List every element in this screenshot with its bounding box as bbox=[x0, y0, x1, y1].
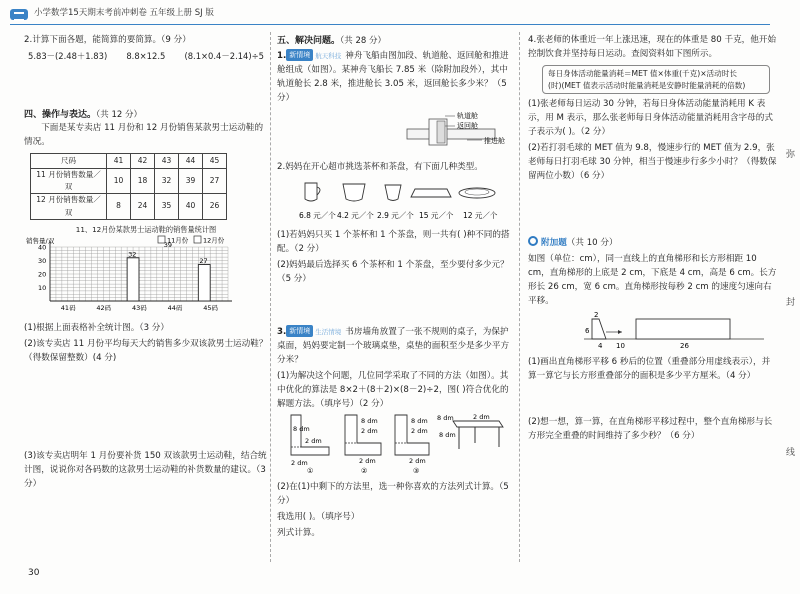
trapezoid-rectangle-figure bbox=[528, 310, 778, 350]
binding-mark: 封 bbox=[785, 298, 795, 308]
table-row: 11 月份销售数量／双 10 18 32 39 27 bbox=[31, 169, 227, 194]
svg-text:②: ② bbox=[361, 467, 368, 476]
svg-text:2 dm: 2 dm bbox=[411, 427, 428, 436]
data-label: 39 bbox=[163, 241, 173, 250]
page-header bbox=[10, 6, 790, 26]
data-label: 27 bbox=[199, 257, 208, 266]
method-figure-1 bbox=[291, 415, 329, 475]
column-right bbox=[528, 34, 778, 446]
x-tick-label: 44码 bbox=[167, 304, 183, 313]
question-2-title: 2.计算下面各题，能简算的要简算。（9 分） bbox=[24, 35, 191, 45]
y-tick-label: 20 bbox=[38, 270, 47, 279]
question-5-4: 4.张老师的体重近一年上涨迅速，现在的体重是 80 千克，他开始控制饮食并坚持每日运动。查阅资料如下图所示。 bbox=[528, 35, 777, 59]
question-5-2-1: (1)若妈妈只买 1 个茶杯和 1 个茶盘，则一共有( )种不同的搭配。（2 分） bbox=[277, 230, 510, 255]
desk-methods-diagram bbox=[277, 413, 515, 475]
bar bbox=[198, 265, 210, 301]
svg-text:①: ① bbox=[307, 467, 314, 476]
svg-text:26: 26 bbox=[680, 341, 689, 350]
svg-text:6: 6 bbox=[585, 326, 590, 335]
legend-label: 11月份 bbox=[167, 236, 189, 245]
bonus-icon bbox=[528, 236, 538, 246]
svg-text:2 dm: 2 dm bbox=[291, 459, 308, 468]
sales-table bbox=[30, 153, 227, 220]
table-row: 12 月份销售数量／双 8 24 35 40 26 bbox=[31, 194, 227, 219]
new-context-tag: 新情境 bbox=[286, 325, 313, 337]
return-module-label: 返回舱 bbox=[457, 122, 478, 131]
svg-text:8 dm: 8 dm bbox=[411, 417, 428, 426]
svg-text:2 dm: 2 dm bbox=[409, 457, 426, 466]
svg-text:2 dm: 2 dm bbox=[361, 427, 378, 436]
method-figure-2 bbox=[345, 415, 381, 475]
bar bbox=[127, 258, 139, 301]
book-logo-icon bbox=[10, 9, 28, 20]
header-rule bbox=[10, 24, 770, 25]
question-4-1: (1)根据上面表格补全统计图。（3 分） bbox=[24, 323, 169, 334]
new-context-tag: 新情境 bbox=[286, 49, 313, 61]
y-axis-label: 销售量/双 bbox=[26, 237, 55, 246]
question-5-4-1: (1)张老师每日运动 30 分钟，若每日身体活动能量消耗用 K 表示，用 M 表示，那么张老师每日身体活动能量消耗用含字母的式子表示为( )。（2 分） bbox=[528, 99, 773, 138]
question-5-3-calc: 列式计算。 bbox=[277, 528, 320, 539]
bonus-question-1: (1)画出直角梯形平移 6 秒后的位置（重叠部分用虚线表示），并算一算它与长方形重叠部分的面积是多少平方厘米。（4 分） bbox=[528, 357, 771, 382]
formula-box: 每日身体活动能量消耗＝MET 值×体重(千克)×活动时长 (时)(MET 值表示活动时能量消耗是安静时能量消耗的倍数) bbox=[542, 65, 770, 95]
question-4-3: (3)该专卖店明年 1 月份要补货 150 双该款男士运动鞋，结合统计图，说说你对各码数的这款男士运动鞋的补货数量的建议。（3 分） bbox=[24, 451, 267, 489]
column-divider-1 bbox=[270, 32, 271, 562]
question-4-2: (2)该专卖店 11 月份平均每天大约销售多少双该款男士运动鞋？（得数保留整数）(4 分) bbox=[24, 339, 268, 364]
svg-text:4: 4 bbox=[598, 341, 603, 350]
svg-text:2: 2 bbox=[594, 310, 599, 319]
desk-drawing bbox=[437, 413, 503, 449]
svg-text:10: 10 bbox=[616, 341, 625, 350]
price-label: 2.9 元／个 bbox=[377, 211, 414, 221]
question-5-3-1: (1)为解决这个问题，几位同学采取了不同的方法（如图）。其中优化的算法是 8×2＋(8＋2)×(8－2)÷2，图( )符合优化的解题方法。（填序号）（2 分） bbox=[277, 370, 509, 409]
bonus-question-2: (2)想一想，算一算，在直角梯形平移过程中，整个直角梯形与长方形完全重叠的时间维持了多少秒？（6 分） bbox=[528, 417, 773, 442]
question-5-2: 2.妈妈在开心超市挑选茶杯和茶盘，有下面几种类型。 bbox=[277, 162, 483, 173]
table-row: 尺码 41 42 43 44 45 bbox=[31, 154, 227, 169]
x-tick-label: 45码 bbox=[203, 304, 218, 313]
svg-text:2 dm: 2 dm bbox=[473, 413, 490, 422]
question-5-3: 3. 新情境 生活情境 书房墙角放置了一张不规则的桌子，为保护桌面，妈妈要定制一个玻璃桌垫，桌垫的面积至少是多少平方分米？ bbox=[277, 326, 510, 365]
book-title: 小学数学15天期末考前冲刺卷 五年级上册 SJ 版 bbox=[34, 8, 214, 18]
x-tick-label: 42码 bbox=[96, 304, 112, 313]
y-tick-label: 40 bbox=[38, 243, 47, 252]
legend-swatch bbox=[194, 236, 201, 243]
question-5-2-2: (2)妈妈最后选择买 6 个茶杯和 1 个茶盘，至少要付多少元？（5 分） bbox=[277, 260, 509, 284]
section-4-heading: 四、操作与表达。（共 12 分） bbox=[24, 109, 142, 120]
column-left bbox=[24, 34, 268, 494]
svg-text:2 dm: 2 dm bbox=[305, 437, 322, 446]
calc-expressions bbox=[24, 50, 268, 64]
orbit-module-label: 轨道舱 bbox=[457, 112, 478, 121]
price-label: 4.2 元／个 bbox=[337, 211, 374, 221]
svg-text:8 dm: 8 dm bbox=[439, 431, 456, 440]
svg-text:③: ③ bbox=[413, 467, 420, 476]
propulsion-module-label: 推进舱 bbox=[484, 137, 505, 146]
calc-expression: (8.1×0.4－2.14)÷5 bbox=[184, 50, 264, 61]
y-tick-label: 10 bbox=[38, 284, 47, 293]
calc-expression: 8.8×12.5 bbox=[126, 50, 166, 61]
price-label: 15 元／个 bbox=[419, 211, 454, 221]
question-5-4-2: (2)若打羽毛球的 MET 值为 9.8，慢速步行的 MET 值为 2.9，张老师每日打羽毛球 30 分钟，相当于慢速步行多少小时？（得数保留两位小数）（6 分） bbox=[528, 143, 777, 181]
calc-expression: 5.83－(2.48＋1.83) bbox=[28, 50, 108, 61]
question-5-1: 1. 新情境 航天科技 神舟飞船由图加段、轨道舱、返回舱和推进舱组成（如图）。某神舟飞船长 7.85 米（除附加段外），其中轨道舱长 2.8 米，推进舱长 3.05 米，返回舱长多少米？（5 分） bbox=[277, 50, 509, 103]
data-label: 32 bbox=[128, 250, 137, 259]
svg-text:8 dm: 8 dm bbox=[293, 425, 310, 434]
price-label: 12 元／个 bbox=[463, 211, 498, 221]
binding-mark: 线 bbox=[785, 448, 795, 458]
column-middle bbox=[277, 34, 515, 543]
price-label: 6.8 元／个 bbox=[299, 211, 336, 221]
y-tick-label: 30 bbox=[38, 257, 47, 266]
tea-items-illustration bbox=[277, 177, 515, 223]
spaceship-diagram bbox=[277, 107, 515, 149]
section-5-heading: 五、解决问题。（共 28 分） bbox=[277, 36, 386, 46]
method-figure-3 bbox=[395, 415, 429, 475]
chart-title: 11、12月份某款男士运动鞋的销售量统计图 bbox=[75, 224, 217, 234]
question-5-3-choice: 我选用( )。（填序号） bbox=[277, 512, 360, 523]
x-tick-label: 43码 bbox=[132, 304, 147, 313]
column-divider-2 bbox=[519, 32, 520, 562]
svg-text:8 dm: 8 dm bbox=[437, 414, 454, 423]
question-5-3-2: (2)在(1)中剩下的方法里，选一种你喜欢的方法列式计算。（5 分） bbox=[277, 482, 509, 507]
page-number: 30 bbox=[28, 568, 40, 578]
section-4-intro: 下面是某专卖店 11 月份和 12 月份销售某款男士运动鞋的情况。 bbox=[24, 123, 264, 148]
svg-text:8 dm: 8 dm bbox=[361, 417, 378, 426]
x-tick-label: 41码 bbox=[60, 304, 76, 313]
sales-bar-chart bbox=[24, 235, 264, 315]
legend-label: 12月份 bbox=[203, 236, 225, 245]
bonus-heading: 附加题（共 10 分） bbox=[528, 236, 778, 251]
binding-mark: 弥 bbox=[785, 150, 795, 160]
bonus-intro: 如图（单位：cm），同一直线上的直角梯形和长方形相距 10 cm，直角梯形的上底是 2 cm，下底是 4 cm，高是 6 cm。长方形长 26 cm，宽 6 cm。直角梯形按每秒 2 cm 的速度匀速向右平移。 bbox=[528, 253, 777, 306]
svg-text:2 dm: 2 dm bbox=[359, 457, 376, 466]
